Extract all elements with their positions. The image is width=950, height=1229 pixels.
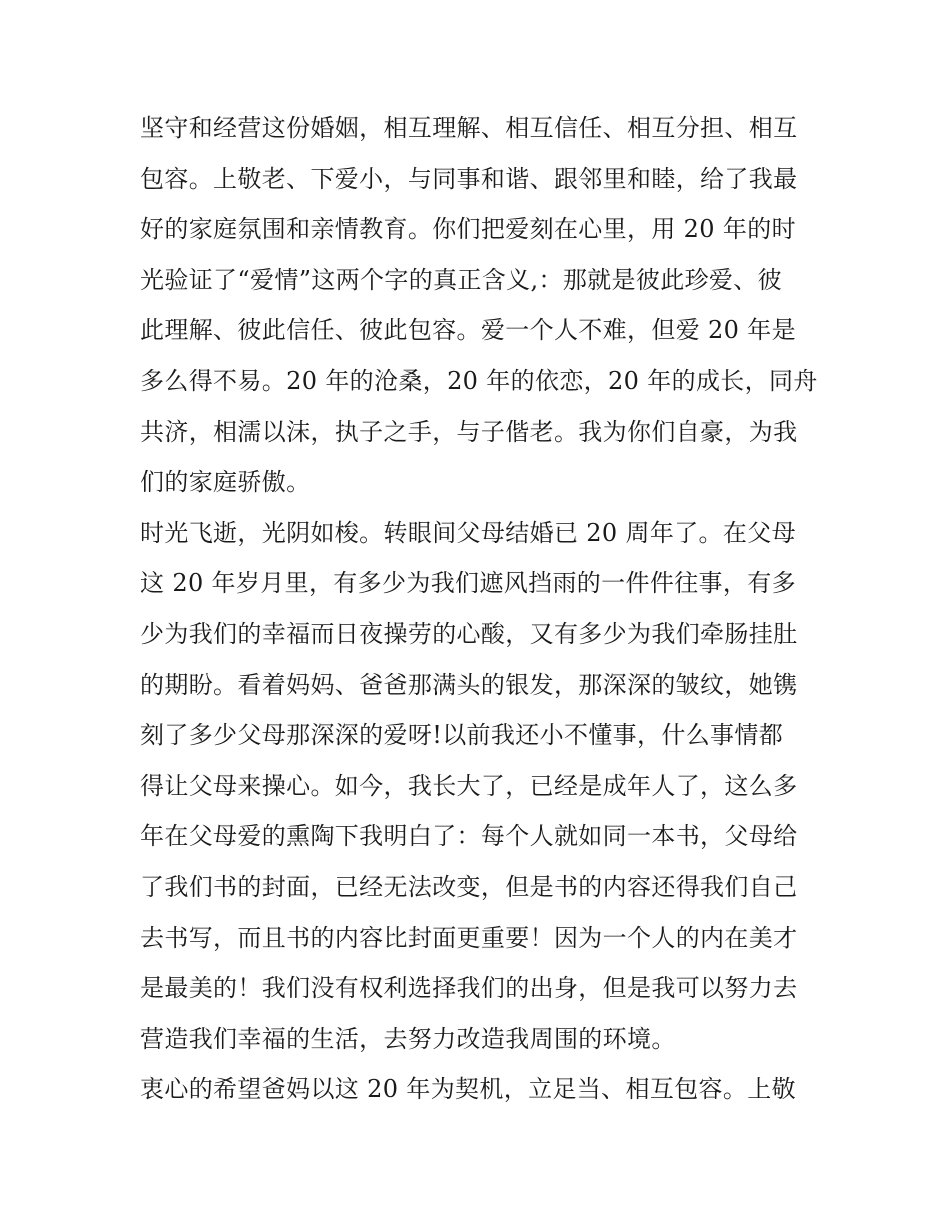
text-line: 共济，相濡以沫，执子之手，与子偕老。我为你们自豪，为我 <box>140 417 798 446</box>
document-body <box>140 103 820 1115</box>
text-line: 此理解、彼此信任、彼此包容。爱一个人不难，但爱 20 年是 <box>140 316 796 345</box>
text-line: 得让父母来操心。如今，我长大了，已经是成年人了，这么多 <box>140 771 798 800</box>
text-line: 这 20 年岁月里，有多少为我们遮风挡雨的一件件往事，有多 <box>140 569 796 598</box>
text-line: 时光飞逝，光阴如梭。转眼间父母结婚已 20 周年了。在父母 <box>140 518 796 547</box>
text-line: 衷心的希望爸妈以这 20 年为契机，立足当、相互包容。上敬 <box>140 1075 796 1104</box>
text-line: 是最美的！我们没有权利选择我们的出身，但是我可以努力去 <box>140 974 798 1003</box>
text-line: 的期盼。看着妈妈、爸爸那满头的银发，那深深的皱纹，她镌 <box>140 670 798 699</box>
text-line: 坚守和经营这份婚姻，相互理解、相互信任、相互分担、相互 <box>140 114 798 142</box>
text-line: 多么得不易。20 年的沧桑，20 年的依恋，20 年的成长，同舟 <box>140 366 818 395</box>
text-line: 好的家庭氛围和亲情教育。你们把爱刻在心里，用 20 年的时 <box>140 215 796 244</box>
text-line: 刻了多少父母那深深的爱呀!以前我还小不懂事，什么事情都 <box>140 721 784 750</box>
text-line: 光验证了“爱情”这两个字的真正含义,：那就是彼此珍爱、彼 <box>140 265 782 294</box>
text-line: 营造我们幸福的生活，去努力改造我周围的环境。 <box>140 1024 676 1053</box>
text-line: 包容。上敬老、下爱小，与同事和谐、跟邻里和睦，给了我最 <box>140 164 798 193</box>
text-line: 少为我们的幸福而日夜操劳的心酸，又有多少为我们牵肠挂肚 <box>140 619 798 648</box>
text-line: 年在父母爱的熏陶下我明白了：每个人就如同一本书，父母给 <box>140 822 798 851</box>
text-line: 去书写，而且书的内容比封面更重要！因为一个人的内在美才 <box>140 923 798 952</box>
text-line: 们的家庭骄傲。 <box>140 468 311 497</box>
text-line: 了我们书的封面，已经无法改变，但是书的内容还得我们自己 <box>140 872 798 901</box>
